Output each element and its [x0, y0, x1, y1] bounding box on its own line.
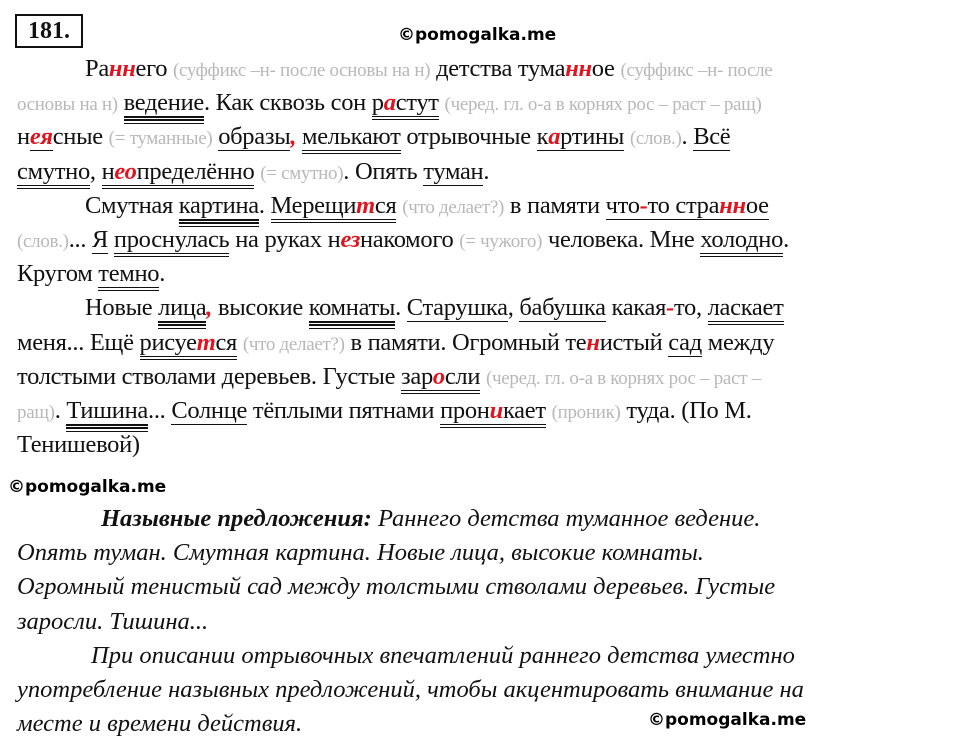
text-segment: толстыми стволами деревьев. Густые — [17, 362, 401, 390]
underlined-word: смутно — [17, 158, 90, 189]
underlined-word: ведение — [124, 89, 204, 121]
underlined-word: картина — [179, 192, 259, 224]
underlined-word: зар — [401, 363, 433, 394]
underlined-word: кает — [503, 397, 546, 428]
text-segment: в памяти. Огромный те — [344, 328, 587, 356]
text-segment: . — [159, 260, 166, 288]
underlined-word: Мерещи — [271, 192, 357, 223]
underlined-word: ое — [745, 191, 769, 219]
underlined-word: сли — [445, 363, 480, 394]
exercise-text — [17, 52, 952, 462]
highlighted-letters: а — [384, 89, 396, 120]
underlined-word: что — [605, 191, 640, 219]
text-segment: на руках н — [229, 225, 341, 253]
underlined-word: темно — [98, 260, 159, 291]
highlighted-letters: нн — [108, 55, 136, 82]
text-segment: накомого — [359, 225, 460, 253]
text-line — [17, 86, 952, 120]
text-segment: туда. (По М. — [620, 396, 752, 424]
underlined-word: р — [372, 89, 384, 120]
annotation: (суффикс –н- после основы на н) — [173, 60, 431, 81]
text-line — [17, 189, 952, 223]
annotation: (черед. гл. о-а в корнях рос – раст – ращ) — [444, 94, 762, 116]
text-segment: Новые — [85, 294, 159, 322]
text-line — [17, 120, 952, 154]
highlighted-letters: а — [548, 123, 561, 151]
text-segment: какая — [605, 294, 667, 322]
summary-line: заросли. Тишина... — [17, 607, 209, 635]
text-line — [17, 428, 952, 462]
text-segment: сные — [52, 123, 109, 151]
summary-text: Раннего детства туманное ведение. — [371, 505, 761, 532]
underlined-word: к — [536, 123, 549, 151]
highlighted-letters: и — [490, 397, 503, 428]
text-segment: Тенишевой) — [17, 431, 140, 459]
annotation: (= смутно) — [260, 162, 344, 184]
underlined-word: Всё — [693, 123, 731, 151]
conclusion-line: месте и времени действия. — [17, 710, 303, 738]
text-segment: , — [507, 294, 520, 322]
summary-label: Назывные предложения: — [101, 505, 372, 532]
highlighted-letters: н — [586, 328, 600, 356]
conclusion-line: При описании отрывочных впечатлений раннего детства уместно — [91, 641, 795, 669]
underlined-word: ся — [375, 192, 397, 223]
conclusion-line: употребление назывных предложений, чтобы акцентировать внимание на — [17, 675, 804, 703]
highlighted-letters: нн — [565, 55, 592, 82]
summary-line: Опять туман. Смутная картина. Новые лица, высокие комнаты. — [17, 539, 704, 567]
annotation: (что делает?) — [242, 333, 345, 355]
text-segment: . — [783, 225, 789, 253]
text-segment: . Опять — [343, 157, 424, 185]
summary-line — [17, 502, 952, 536]
annotation: (слов.) — [17, 230, 69, 252]
text-line — [17, 52, 952, 86]
highlighted-letters: ея — [29, 123, 53, 151]
highlighted-letters: о — [433, 363, 445, 394]
annotation: основы на н) — [17, 94, 118, 116]
text-segment: . — [483, 157, 490, 185]
exercise-number: 181. — [15, 14, 83, 48]
annotation: (что делает?) — [402, 196, 505, 218]
underlined-word: прон — [440, 397, 490, 428]
text-segment: . — [54, 396, 67, 424]
text-segment: детства тума — [430, 55, 566, 82]
annotation: ращ) — [17, 401, 55, 423]
underlined-word: Я — [92, 225, 109, 253]
underlined-word: ся — [215, 329, 237, 360]
text-segment: то, — [673, 294, 708, 322]
underlined-word: туман — [423, 157, 484, 185]
underlined-word: проснулась — [114, 226, 230, 257]
highlighted-letters: , — [290, 123, 297, 151]
underlined-word: пределённо — [137, 158, 255, 189]
text-line — [17, 326, 952, 360]
text-segment: меня... Ещё — [17, 328, 140, 356]
underlined-word: стут — [396, 89, 439, 120]
text-segment: Кругом — [17, 260, 99, 288]
underlined-word: комнаты — [309, 294, 395, 326]
text-segment — [118, 89, 124, 116]
underlined-word: то стра — [647, 191, 720, 219]
text-segment: высокие — [212, 294, 309, 322]
annotation: (= туманные) — [108, 128, 213, 150]
underlined-word: ртины — [560, 123, 624, 151]
text-line — [17, 394, 952, 428]
watermark-bottom: ©pomogalka.me — [648, 710, 807, 730]
summary-line: Огромный тенистый сад между толстыми стволами деревьев. Густые — [17, 573, 776, 601]
annotation: (= чужого) — [459, 230, 543, 252]
highlighted-letters: - — [666, 294, 674, 322]
text-segment: . Как сквозь сон — [203, 89, 372, 117]
highlighted-letters: - — [639, 191, 648, 219]
underlined-word: Старушка — [406, 294, 508, 322]
text-segment: ... — [148, 396, 172, 424]
underlined-word: образы — [218, 123, 291, 151]
highlighted-letters: т — [197, 329, 216, 360]
highlighted-letters: т — [356, 192, 375, 223]
text-segment: . — [395, 294, 407, 322]
text-segment: . — [681, 123, 694, 151]
annotation: (проник) — [551, 401, 621, 423]
text-segment: Смутная — [85, 191, 179, 219]
annotation: (слов.) — [629, 128, 682, 150]
summary — [17, 502, 952, 741]
text-segment: . — [258, 191, 271, 219]
text-segment: н — [17, 123, 30, 151]
text-line — [17, 155, 952, 189]
text-segment: между — [701, 328, 775, 356]
highlighted-letters: нн — [719, 191, 746, 219]
annotation: (черед. гл. о-а в корнях рос – раст – — [486, 367, 761, 389]
underlined-word: Солнце — [171, 396, 248, 424]
highlighted-letters: ез — [340, 225, 360, 253]
watermark-middle: ©pomogalka.me — [8, 477, 167, 497]
highlighted-letters: ео — [114, 158, 136, 189]
underlined-word: мелькают — [302, 123, 400, 154]
text-line — [17, 257, 952, 291]
text-line — [17, 223, 952, 257]
text-segment: ... — [68, 225, 93, 253]
text-line — [17, 291, 952, 325]
text-segment: тёплыми пятнами — [247, 396, 441, 424]
text-segment: в памяти — [504, 191, 606, 219]
text-segment: , — [89, 157, 102, 185]
text-segment: истый — [599, 328, 669, 356]
text-segment: человека. Мне — [542, 225, 701, 253]
underlined-word: холодно — [700, 226, 783, 257]
underlined-word: ласкает — [708, 294, 784, 325]
annotation: (суффикс –н- после — [620, 60, 773, 81]
watermark-top: ©pomogalka.me — [398, 25, 557, 45]
underlined-word: рисуе — [140, 329, 197, 360]
underlined-word: лица — [158, 294, 206, 326]
text-segment: его — [135, 55, 174, 82]
underlined-word: бабушка — [519, 294, 606, 322]
text-line — [17, 360, 952, 394]
text-segment: Ра — [85, 55, 109, 82]
text-segment: ое — [591, 55, 621, 82]
underlined-word: Тишина — [66, 397, 148, 429]
highlighted-letters: , — [206, 294, 213, 322]
text-segment: отрывочные — [400, 123, 537, 151]
underlined-word: сад — [668, 328, 702, 356]
underlined-word: н — [102, 158, 115, 189]
